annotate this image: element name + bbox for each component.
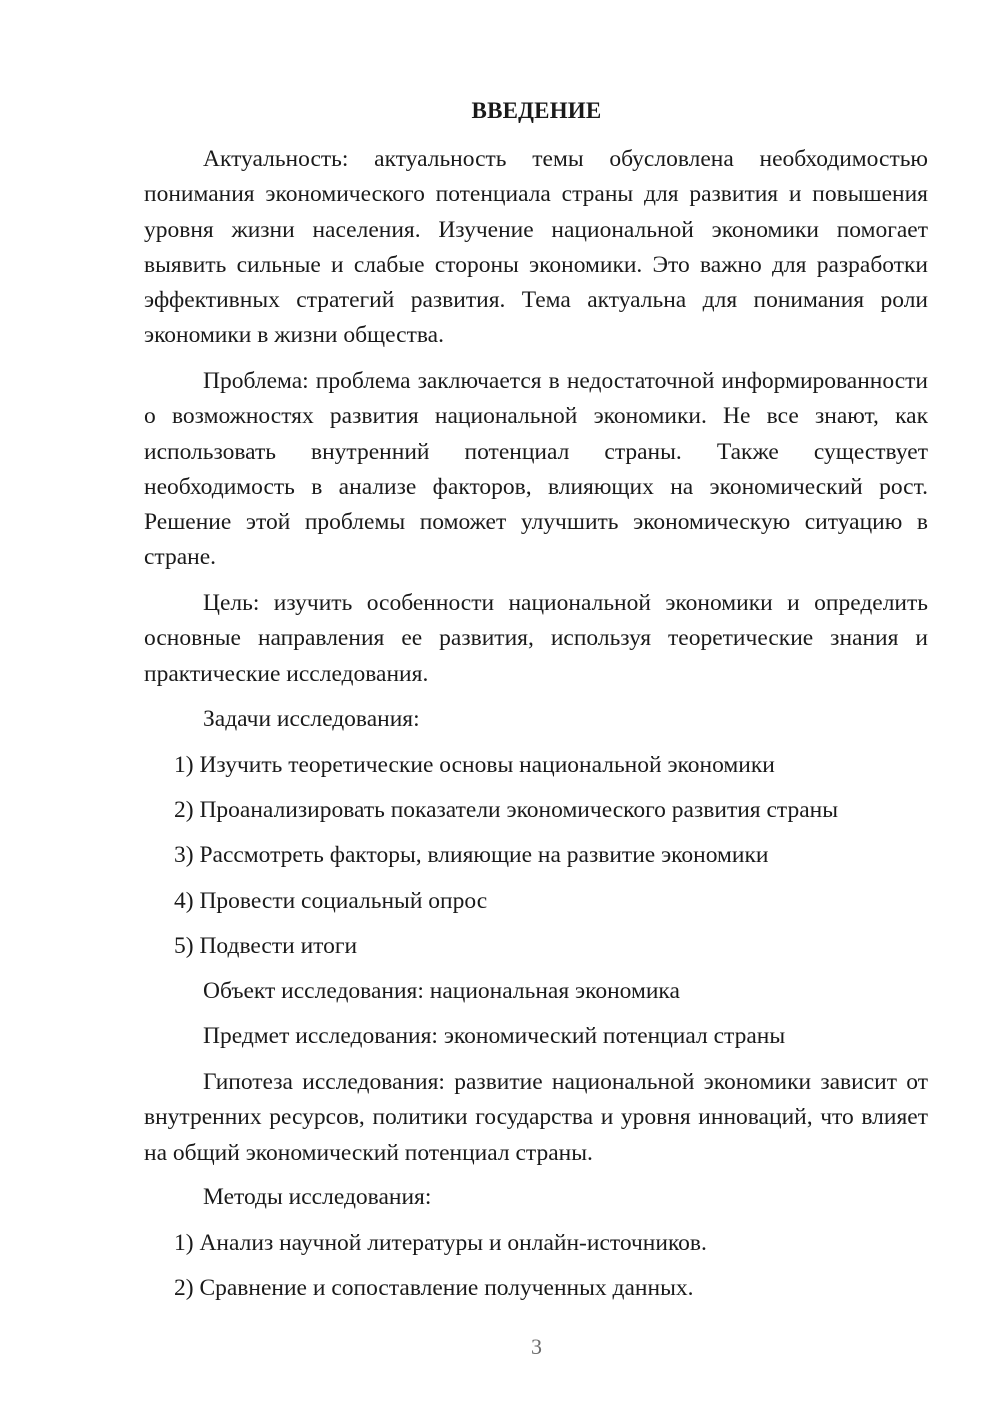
relevance-paragraph: Актуальность: актуальность темы обусловлена необходимостью понимания экономического потенциала страны для развития и повышения уровня жизни населения. Изучение национальной экономики помогает выявить сильные и слабые стороны экономики. Это важно для разработки эффективных стратегий развития. Тема актуальна для понимания роли экономики в жизни общества. — [144, 146, 928, 349]
method-item-1: 1) Анализ научной литературы и онлайн-источников. — [174, 1230, 707, 1256]
task-item-4: 4) Провести социальный опрос — [174, 888, 488, 914]
hypothesis-paragraph: Гипотеза исследования: развитие национальной экономики зависит от внутренних ресурсов, политики государства и уровня инноваций, что влияет на общий экономический потенциал страны. — [144, 1069, 928, 1166]
task-item-3: 3) Рассмотреть факторы, влияющие на развитие экономики — [174, 842, 769, 868]
method-item-2: 2) Сравнение и сопоставление полученных данных. — [174, 1275, 694, 1301]
research-object: Объект исследования: национальная экономика — [203, 978, 680, 1004]
task-item-5: 5) Подвести итоги — [174, 933, 358, 959]
tasks-title: Задачи исследования: — [203, 706, 420, 732]
page-number: 3 — [531, 1334, 542, 1359]
methods-title: Методы исследования: — [203, 1184, 432, 1210]
task-item-1: 1) Изучить теоретические основы национальной экономики — [174, 752, 775, 778]
task-item-2: 2) Проанализировать показатели экономического развития страны — [174, 797, 839, 823]
research-subject: Предмет исследования: экономический потенциал страны — [203, 1023, 786, 1049]
problem-paragraph: Проблема: проблема заключается в недостаточной информированности о возможностях развития национальной экономики. Не все знают, как использовать внутренний потенциал страны. Также существует необходимость в анализе факторов, влияющих на экономический рост. Решение этой проблемы поможет улучшить экономическую ситуацию в стране. — [144, 368, 928, 571]
goal-paragraph: Цель: изучить особенности национальной экономики и определить основные направления ее развития, используя теоретические знания и практические исследования. — [144, 590, 928, 687]
section-heading: ВВЕДЕНИЕ — [471, 98, 602, 123]
